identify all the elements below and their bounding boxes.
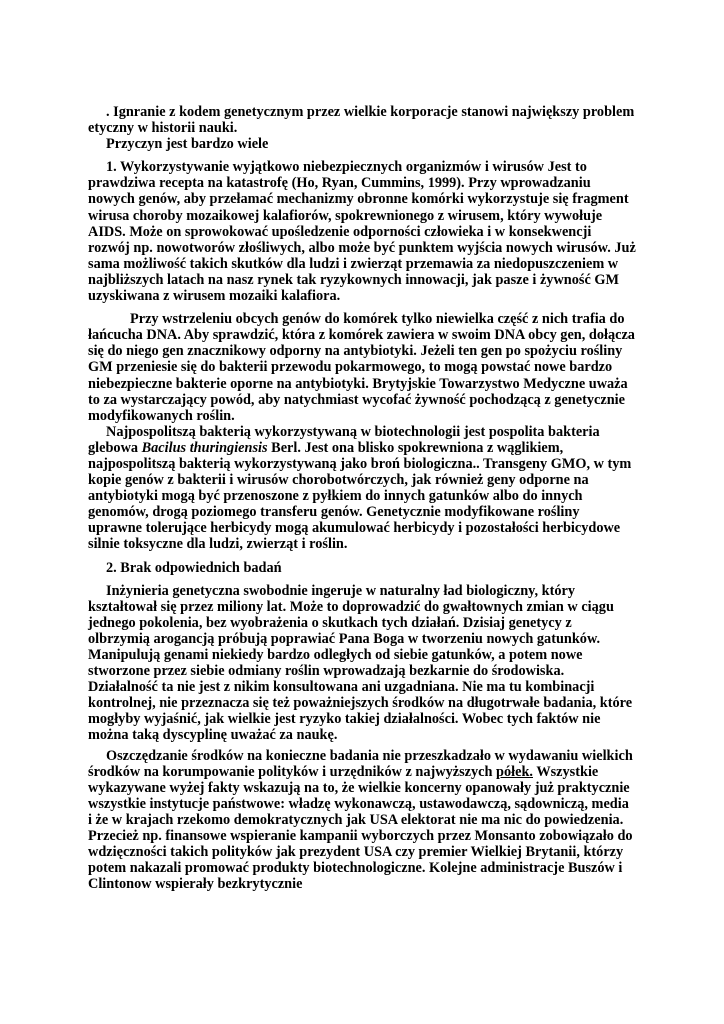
paragraph-corporations [88,748,636,893]
paragraph-bacillus-text-1: Najpospolitszą bakterią wykorzystywaną w biotechnologii jest pospolita bakteria glebowa [88,423,600,456]
intro-paragraph: . Ignranie z kodem genetycznym przez wielkie korporacje stanowi największy problem etyczny w historii nauki. [88,104,635,137]
document-page [88,104,636,892]
underlined-word: półek. [496,763,533,780]
paragraph-genetic-engineering: Inżynieria genetyczna swobodnie ingeruje w naturalny ład biologiczny, który kształtował się przez miliony lat. Może to doprowadzić do gwałtownych zmian w ciągu jednego pokolenia, bez wyobrażenia o skutkach tych działań. Dzisiaj genetycy z olbrzymią arogancją próbują poprawiać Pana Boga w tworzeniu nowych gatunków. Manipulują genami niekiedy bardzo odległych od siebie gatunków, a potem nowe stworzone przez siebie odmiany roślin wprowadzają bezkarnie do środowiska. Działalność ta nie jest z nikim konsultowana ani uzgadniana. Nie ma tu kombinacji kontrolnej, nie przeznacza się też poważniejszych środków na długotrwałe badania, które mogłyby wyjaśnić, jak wielkie jest ryzyko takiej działalności. Wobec tych faktów nie można taką dyscyplinę uważać za naukę. [88,582,633,744]
intro-subline: Przyczyn jest bardzo wiele [106,136,269,153]
paragraph-corporations-text-1: Oszczędzanie środków na konieczne badania nie przeszkadzało w wydawaniu wielkich środków na korumpowanie polityków i urzędników z najwyższych [88,747,633,780]
paragraph-corporations-text-2: Wszystkie wykazywane wyżej fakty wskazują na to, że wielkie koncerny opanowały już praktycznie wszystkie instytucje państwowe: władzę wykonawczą, ustawodawczą, sądowniczą, media i że w krajach rzekomo demokratycznych jak USA elektorat nie ma nic do powiedzenia. Przecież np. finansowe wspieranie kampanii wyborczych przez Monsanto zobowiązało do wdzięczności takich polityków jak prezydent USA czy premier Wielkiej Brytanii, którzy potem nakazali promować produkty biotechnologiczne. Kolejne administracje Buszów i Clintonow wspierały bezkrytycznie [88,763,633,893]
paragraph-bacillus [88,424,636,553]
species-name: Bacilus thuringiensis [141,439,268,456]
paragraph-marker-genes: Przy wstrzeleniu obcych genów do komórek tylko niewielka część z nich trafia do łańcucha DNA. Aby sprawdzić, która z komórek zawiera w swoim DNA obcy gen, dołącza się do niego gen znacznikowy odporny na antybiotyki. Jeżeli ten gen po spożyciu rośliny GM przeniesie się do bakterii przewodu pokarmowego, to mogą powstać nowe bardzo niebezpieczne bakterie oporne na antybiotyki. Brytyjskie Towarzystwo Medyczne uważa to za wystarczający powód, aby natychmiast wycofać żywność pochodzącą z genetycznie modyfikowanych roślin. [88,311,635,424]
section-1-paragraph: 1. Wykorzystywanie wyjątkowo niebezpiecznych organizmów i wirusów Jest to prawdziwa recepta na katastrofę (Ho, Ryan, Cummins, 1999). Przy wprowadzaniu nowych genów, aby przełamać mechanizmy obronne komórki wykorzystuje się fragment wirusa choroby mozaikowej kalafiorów, spokrewnionego z wirusem, który wywołuje AIDS. Może on sprowokować upośledzenie odporności człowieka i w konsekwencji rozwój np. nowotworów złośliwych, albo może być punktem wyjścia nowych wirusów. Już sama możliwość takich skutków dla ludzi i zwierząt przemawia za niedopuszczeniem w najbliższych latach na nasz rynek tak ryzykownych innowacji, jak pasze i żywność GM uzyskiwana z wirusem mozaiki kalafiora. [88,159,636,305]
section-2-heading: 2. Brak odpowiednich badań [106,559,282,576]
paragraph-bacillus-text-2: Berl. Jest ona blisko spokrewniona z wąglikiem, najpospolitszą bakterią wykorzystywaną jako broń biologiczna.. Transgeny GMO, w tym kopie genów z bakterii i wirusów chorobotwórczych, jak również geny odporne na antybiotyki mogą być przenoszone z pyłkiem do innych gatunków albo do innych genomów, drogą poziomego transferu genów. Genetycznie modyfikowane rośliny uprawne tolerujące herbicydy mogą akumulować herbicydy i pozostałości herbicydowe silnie toksyczne dla ludzi, zwierząt i roślin. [88,439,632,553]
